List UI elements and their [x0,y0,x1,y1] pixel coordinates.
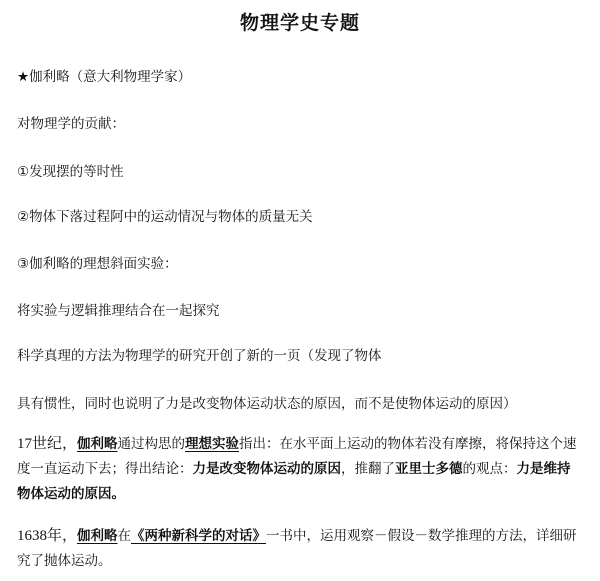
text-line-2: 科学真理的方法为物理学的研究开创了新的一页（发现了物体 [17,348,382,364]
para1-text-4: 的观点： [462,461,517,477]
para1-view: 力是维持物体运动的原因。 [17,461,571,502]
para1-aristotle: 亚里士多德 [395,461,463,477]
page-title: 物理学史专题 [239,12,360,34]
para2-text-2: 一书中，运用观察－假设－数学推理的方法，详细研究了抛体运动。 [17,528,577,569]
para2-year: 1638年， [17,528,78,544]
para1-ideal-experiment: 理想实验 [185,436,240,452]
contributions-label: 对物理学的贡献： [17,116,125,132]
contribution-item-1: ①发现摆的等时性 [17,164,124,180]
para1-year: 17世纪， [17,436,78,452]
para1-galileo: 伽利略 [77,436,118,452]
paragraph-17th-century [17,432,583,507]
para1-text-1: 通过构思的 [117,436,186,452]
para2-book-title: 《两种新科学的对话》 [131,528,267,544]
paragraph-1638 [17,524,583,574]
para2-text-1: 在 [117,528,132,544]
section-heading: ★伽利略（意大利物理学家） [17,69,192,85]
para1-text-3: ，推翻了 [341,461,395,477]
para1-text-2: 指出：在水平面上运动的物体若没有摩擦，将保持这个速度一直运动下去；得出结论： [17,436,577,477]
para2-galileo: 伽利略 [77,528,118,544]
para1-conclusion: 力是改变物体运动的原因 [192,461,341,477]
text-line-1: 将实验与逻辑推理结合在一起探究 [17,303,220,319]
contribution-item-3: ③伽利略的理想斜面实验： [17,256,178,272]
contribution-item-2: ②物体下落过程阿中的运动情况与物体的质量无关 [17,209,313,225]
text-line-3: 具有惯性，同时也说明了力是改变物体运动状态的原因，而不是使物体运动的原因） [17,396,517,412]
